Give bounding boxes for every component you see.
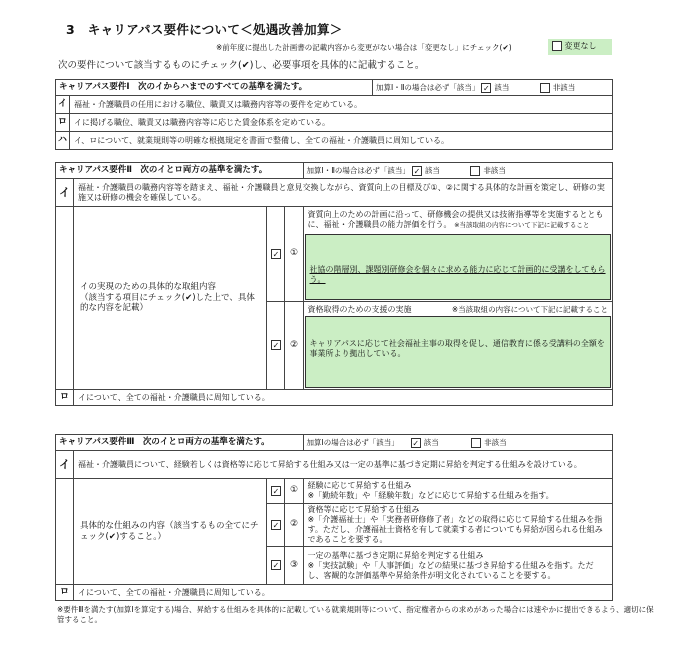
req3-opt1-checkbox[interactable]: [271, 486, 281, 496]
req2-opt2-mark: ②: [285, 302, 303, 390]
req3-opt2-checkbox[interactable]: [271, 520, 281, 530]
req3-not-applicable-label: 非該当: [484, 437, 507, 447]
footnote: ※要件Ⅲを満たす(加算Ⅰを算定する)場合、昇給する仕組みを具体的に記載している就業規則等について、指定権者からの求めがあった場合には速やかに提出できるよう、適切に保管すること。: [57, 605, 654, 625]
req3-opt3-checkbox[interactable]: [271, 560, 281, 570]
req2-opt2-note: ※当該取組の内容について下記に記載すること: [451, 305, 608, 314]
req3-applicability: [303, 435, 612, 451]
req1-item-ha: イ、ロについて、就業規則等の明確な根拠規定を書面で整備し、全ての福祉・介護職員に周知している。: [70, 132, 613, 150]
req3-opt2-desc: ※「介護福祉士」や「実務者研修修了者」などの取得に応じて昇給する仕組みを指す。ただし、介護福祉士資格を有して就業する者についても昇給が図られる仕組みであることを要する。: [307, 515, 603, 544]
req1-item-i: 福祉・介護職員の任用における職位、職責又は職務内容等の要件を定めている。: [70, 96, 613, 114]
req3-mark-ro: ロ: [56, 585, 74, 601]
req3-opt2-mark: ②: [285, 504, 303, 547]
req2-ro-text: イについて、全ての福祉・介護職員に周知している。: [74, 390, 613, 406]
req1-mark-i: イ: [56, 96, 70, 114]
req2-opt1-checkbox[interactable]: [271, 249, 281, 259]
req3-mark-i: イ: [56, 451, 74, 479]
req2-not-applicable-checkbox[interactable]: [470, 166, 480, 176]
req2-opt2-checkbox[interactable]: [271, 340, 281, 350]
req3-applic-prefix: 加算Ⅰの場合は必ず「該当」: [306, 437, 399, 447]
req1-table: [55, 79, 613, 150]
req3-left-label: 具体的な仕組みの内容（該当するもの全てにチェック(✔)すること。）: [74, 479, 267, 585]
req1-mark-ha: ハ: [56, 132, 70, 150]
req3-applicable-label: 該当: [423, 437, 439, 447]
req2-mark-i: イ: [56, 179, 74, 207]
req2-header: キャリアパス要件Ⅱ 次のイとロ両方の基準を満たす。: [56, 163, 304, 179]
no-change-box[interactable]: [548, 39, 612, 55]
req2-left-label: イの実現のための具体的な取組内容 （該当する項目にチェック(✔)した上で、具体的な内容を記載）: [74, 207, 267, 390]
req3-not-applicable-checkbox[interactable]: [471, 438, 481, 448]
req3-opt1-desc: ※「勤続年数」や「経験年数」などに応じて昇給する仕組みを指す。: [307, 491, 554, 500]
req1-applicable-checkbox[interactable]: [481, 83, 491, 93]
req1-not-applicable-label: 非該当: [552, 82, 576, 92]
req3-opt1: [303, 479, 612, 504]
req3-applicable-checkbox[interactable]: [411, 438, 421, 448]
no-change-checkbox[interactable]: [552, 41, 562, 51]
req2-mark-ro: ロ: [56, 390, 74, 406]
req2-opt2-detail[interactable]: キャリアパスに応じて社会福祉主事の取得を促し、通信教育に係る受講料の全額を事業所より拠出している。: [305, 316, 611, 388]
req1-applic-prefix: 加算Ⅰ・Ⅱの場合は必ず「該当」: [376, 82, 480, 92]
req2-not-applicable-label: 非該当: [483, 165, 506, 175]
no-change-label: 変更なし: [564, 41, 597, 51]
req3-ro-text: イについて、全ての福祉・介護職員に周知している。: [74, 585, 613, 601]
req3-opt1-mark: ①: [285, 479, 303, 504]
req2-table: [55, 162, 613, 406]
no-change-note: ※前年度に提出した計画書の記載内容から変更がない場合は「変更なし」にチェック(✔): [216, 43, 512, 52]
req1-mark-ro: ロ: [56, 114, 70, 132]
req3-opt3-title: 一定の基準に基づき定期に昇給を判定する仕組み: [307, 550, 484, 560]
req3-opt3-desc: ※「実技試験」や「人事評価」などの結果に基づき昇給する仕組みを指す。ただし、客観的な評価基準や昇給条件が明文化されていることを要する。: [307, 560, 594, 580]
req2-opt1-text: 資質向上のための計画に沿って、研修機会の提供又は技術指導等を実施するとともに、福祉・介護職員の能力評価を行う。: [307, 210, 604, 229]
req2-applicability: [303, 163, 612, 179]
req3-opt1-title: 経験に応じて昇給する仕組み: [307, 481, 412, 490]
intro-text: 次の要件について該当するものにチェック(✔)し、必要事項を具体的に記載すること。: [58, 60, 425, 71]
req2-applicable-checkbox[interactable]: [412, 166, 422, 176]
req3-header: キャリアパス要件Ⅲ 次のイとロ両方の基準を満たす。: [56, 435, 304, 451]
req1-not-applicable-checkbox[interactable]: [540, 83, 550, 93]
req2-applic-prefix: 加算Ⅰ・Ⅱの場合は必ず「該当」: [306, 165, 410, 175]
req1-applicability: [373, 80, 613, 96]
req1-header: キャリアパス要件Ⅰ 次のイからハまでのすべての基準を満たす。: [56, 80, 373, 96]
req3-table: [55, 434, 613, 601]
req2-opt1-note: ※当該取組の内容について下記に記載すること: [454, 221, 590, 229]
req3-opt2-title: 資格等に応じて昇給する仕組み: [307, 505, 420, 514]
req3-opt3: [303, 547, 612, 585]
req2-i-text: 福祉・介護職員の職務内容等を踏まえ、福祉・介護職員と意見交換しながら、資質向上の目標及び①、②に関する具体的な計画を策定し、研修の実施又は研修の機会を確保している。: [74, 179, 613, 207]
req3-opt3-mark: ③: [285, 547, 303, 585]
req3-i-text: 福祉・介護職員について、経験若しくは資格等に応じて昇給する仕組み又は一定の基準に基づき定期に昇給を判定する仕組みを設けている。: [74, 451, 613, 479]
req2-opt1-detail[interactable]: 社協の階層別、課題別研修会を個々に求める能力に応じて計画的に受講をしてもらう。: [305, 234, 611, 300]
req1-applicable-label: 該当: [494, 82, 510, 92]
req2-opt1-mark: ①: [285, 207, 303, 302]
section-title: 3 キャリアパス要件について＜処遇改善加算＞: [66, 22, 343, 37]
req2-applicable-label: 該当: [424, 165, 440, 175]
req3-opt2: [303, 504, 612, 547]
req2-opt2-text: 資格取得のための支援の実施: [307, 305, 412, 314]
req1-item-ro: イに掲げる職位、職責又は職務内容等に応じた賃金体系を定めている。: [70, 114, 613, 132]
